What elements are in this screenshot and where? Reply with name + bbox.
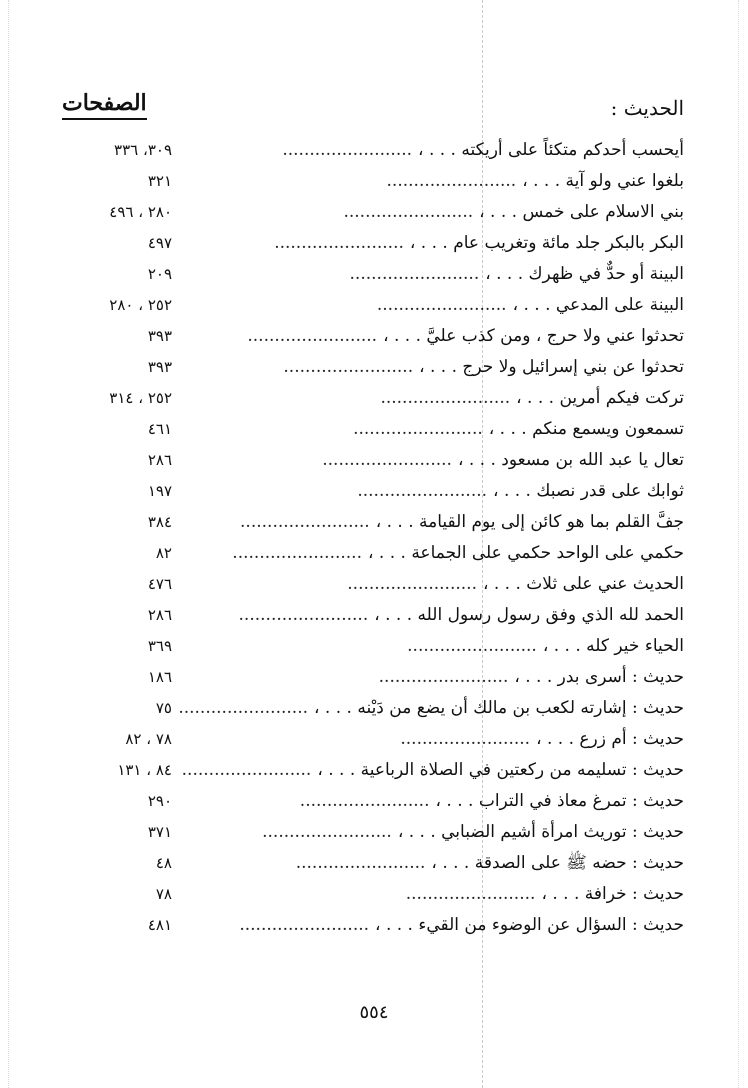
hadith-entry	[224, 541, 684, 565]
hadith-text: حديث : توريث امرأة أشيم الضبابي . . . ،	[397, 822, 684, 842]
leader-dots: ........................	[274, 233, 404, 253]
page-references: ٨٢	[155, 544, 172, 562]
hadith-entry	[224, 231, 684, 255]
hadith-entry	[224, 634, 684, 658]
index-entry	[62, 911, 684, 942]
index-entry	[62, 570, 684, 601]
index-entry	[62, 477, 684, 508]
page-references: ٤٨	[155, 854, 172, 872]
leader-dots: ........................	[380, 388, 511, 408]
leader-dots: ........................	[347, 574, 477, 594]
index-entry	[62, 167, 684, 198]
hadith-text: تحدثوا عن بني إسرائيل ولا حرج . . . ،	[419, 357, 684, 377]
page-references: ٧٥	[155, 699, 172, 717]
page-references: ٤٦١	[147, 420, 172, 438]
hadith-entry	[224, 417, 684, 441]
left-edge-mark	[8, 0, 9, 1088]
hadith-entry	[224, 479, 684, 503]
leader-dots: ........................	[282, 140, 413, 160]
page-references: ٢٨٦	[147, 606, 172, 624]
hadith-entry	[224, 510, 684, 534]
index-entry	[62, 787, 684, 818]
leader-dots: ........................	[405, 884, 536, 904]
page-references: ٤٨١	[147, 916, 172, 934]
hadith-entry	[224, 386, 684, 410]
hadith-entry	[224, 324, 684, 348]
page-references: ٣٩٣	[147, 327, 172, 345]
hadith-entry	[178, 696, 684, 720]
hadith-text: حديث : تسليمه من ركعتين في الصلاة الرباعية . . . ،	[317, 760, 684, 780]
index-entry	[62, 229, 684, 260]
page-references: ٢٨٦	[147, 451, 172, 469]
leader-dots: ........................	[238, 605, 369, 625]
hadith-entry	[224, 262, 684, 286]
index-header	[62, 88, 684, 128]
leader-dots: ........................	[295, 853, 426, 873]
index-entry	[62, 725, 684, 756]
hadith-text: البينة أو حدٌّ في ظهرك . . . ،	[485, 264, 684, 284]
hadith-entry	[224, 448, 684, 472]
page-references: ٧٨	[155, 885, 172, 903]
hadith-entry	[224, 200, 684, 224]
index-entry	[62, 260, 684, 291]
leader-dots: ........................	[283, 357, 414, 377]
hadith-text: ثوابك على قدر نصبك . . . ،	[493, 481, 684, 501]
page-references: ٣٦٩	[147, 637, 172, 655]
index-entry	[62, 508, 684, 539]
page-references: ٣٧١	[147, 823, 172, 841]
hadith-text: تسمعون ويسمع منكم . . . ،	[488, 419, 684, 439]
index-entry	[62, 353, 684, 384]
index-entry	[62, 539, 684, 570]
index-entry	[62, 136, 684, 167]
hadith-entry	[224, 138, 684, 162]
hadith-entry	[181, 758, 684, 782]
leader-dots: ........................	[357, 481, 488, 501]
hadith-text: حكمي على الواحد حكمي على الجماعة . . . ،	[368, 543, 684, 563]
hadith-entry	[224, 603, 684, 627]
hadith-entry	[224, 665, 684, 689]
hadith-text: بني الاسلام على خمس . . . ،	[479, 202, 684, 222]
index-entry	[62, 880, 684, 911]
hadith-entry	[224, 820, 684, 844]
page-references: ٤٧٦	[147, 575, 172, 593]
index-entry	[62, 601, 684, 632]
index-entry	[62, 849, 684, 880]
page-references: ١٨٦	[147, 668, 172, 686]
hadith-entry	[224, 293, 684, 317]
leader-dots: ........................	[343, 202, 474, 222]
hadith-text: حديث : خرافة . . . ،	[541, 884, 684, 904]
leader-dots: ........................	[407, 636, 537, 656]
hadith-entry	[224, 851, 684, 875]
hadith-text: حديث : إشارته لكعب بن مالك أن يضع من دَيْنه . . . ،	[314, 698, 684, 718]
page-references: ٣٩٣	[147, 358, 172, 376]
index-entry	[62, 384, 684, 415]
leader-dots: ........................	[353, 419, 483, 439]
hadith-text: حديث : أسرى بدر . . . ،	[514, 667, 684, 687]
index-entry	[62, 322, 684, 353]
page-references: ٧٨ ، ٨٢	[125, 730, 172, 748]
page-references: ٣٠٩، ٣٣٦	[114, 141, 172, 159]
hadith-column-heading: الحديث :	[610, 96, 684, 120]
index-entry	[62, 632, 684, 663]
leader-dots: ........................	[349, 264, 480, 284]
index-entry	[62, 415, 684, 446]
index-entries	[62, 136, 684, 942]
page-references: ٨٤ ، ١٣١	[117, 761, 172, 779]
pages-column-heading: الصفحات	[62, 90, 147, 120]
hadith-text: تحدثوا عني ولا حرج ، ومن كذب عليَّ . . . ،	[383, 326, 684, 346]
page-references: ٢٨٠ ، ٤٩٦	[109, 203, 172, 221]
hadith-entry	[224, 727, 684, 751]
index-entry	[62, 198, 684, 229]
right-edge-mark	[738, 0, 739, 1088]
page-references: ١٩٧	[147, 482, 172, 500]
hadith-text: تركت فيكم أمرين . . . ،	[516, 388, 684, 408]
hadith-text: حديث : تمرغ معاذ في التراب . . . ،	[435, 791, 684, 811]
hadith-text: الحياء خير كله . . . ،	[542, 636, 684, 656]
hadith-text: تعال يا عبد الله بن مسعود . . . ،	[457, 450, 684, 470]
leader-dots: ........................	[299, 791, 430, 811]
leader-dots: ........................	[322, 450, 452, 470]
hadith-text: البينة على المدعي . . . ،	[512, 295, 684, 315]
page-references: ٢٥٢ ، ٢٨٠	[109, 296, 172, 314]
page-references: ٢٥٢ ، ٣١٤	[109, 389, 172, 407]
leader-dots: ........................	[240, 512, 370, 532]
hadith-entry	[224, 169, 684, 193]
hadith-text: بلغوا عني ولو آية . . . ،	[522, 171, 684, 191]
index-entry	[62, 756, 684, 787]
hadith-entry	[224, 913, 684, 937]
leader-dots: ........................	[181, 760, 312, 780]
hadith-text: حديث : السؤال عن الوضوء من القيء . . . ،	[375, 915, 684, 935]
hadith-entry	[224, 789, 684, 813]
hadith-text: جفَّ القلم بما هو كائن إلى يوم القيامة . . . ،	[375, 512, 684, 532]
hadith-entry	[224, 355, 684, 379]
hadith-text: الحمد لله الذي وفق رسول رسول الله . . . ،	[374, 605, 684, 625]
hadith-text: حديث : أم زرع . . . ،	[536, 729, 684, 749]
leader-dots: ........................	[262, 822, 392, 842]
leader-dots: ........................	[239, 915, 370, 935]
index-entry	[62, 446, 684, 477]
leader-dots: ........................	[400, 729, 531, 749]
page-references: ٢٠٩	[147, 265, 172, 283]
index-entry	[62, 818, 684, 849]
leader-dots: ........................	[386, 171, 517, 191]
hadith-entry	[224, 882, 684, 906]
leader-dots: ........................	[232, 543, 362, 563]
page-references: ٤٩٧	[147, 234, 172, 252]
page-references: ٢٩٠	[147, 792, 172, 810]
page-references: ٣٨٤	[147, 513, 172, 531]
page-references: ٣٢١	[147, 172, 172, 190]
hadith-text: أيحسب أحدكم متكئاً على أريكته . . . ،	[418, 140, 684, 160]
index-entry	[62, 694, 684, 725]
leader-dots: ........................	[178, 698, 309, 718]
leader-dots: ........................	[376, 295, 507, 315]
leader-dots: ........................	[247, 326, 378, 346]
hadith-entry	[224, 572, 684, 596]
hadith-text: البكر بالبكر جلد مائة وتغريب عام . . . ،	[409, 233, 684, 253]
hadith-text: الحديث عني على ثلاث . . . ،	[482, 574, 684, 594]
index-entry	[62, 291, 684, 322]
hadith-text: حديث : حضه ﷺ على الصدقة . . . ،	[431, 853, 684, 873]
index-entry	[62, 663, 684, 694]
leader-dots: ........................	[378, 667, 509, 687]
page-number: ٥٥٤	[359, 1002, 389, 1023]
